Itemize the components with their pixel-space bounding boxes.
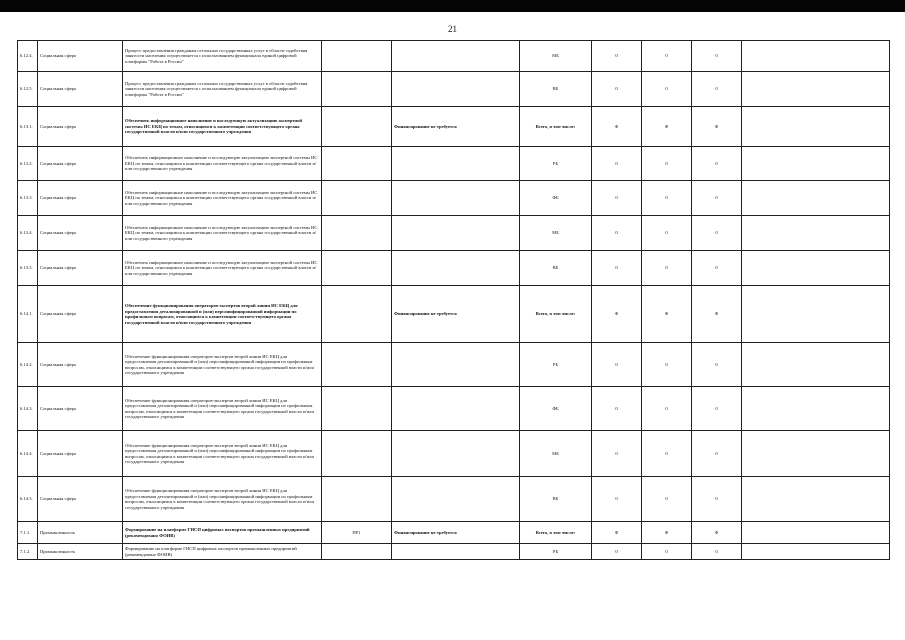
row-code: 6.12.4. bbox=[18, 41, 38, 72]
row-value-2: 0 bbox=[642, 431, 692, 477]
row-description: Обеспечение функционирования операторов-экспертов второй линии ИС ЕКЦ для предоставления детализированной и (или) персонифицированной информации по профильным вопросам, относящимся к компетенции соответствующего органа государственной власти и/или государственного учреждения bbox=[123, 431, 322, 477]
row-value-2: 0 bbox=[642, 544, 692, 560]
row-code: 6.12.5. bbox=[18, 72, 38, 107]
row-value-2: 0 bbox=[642, 251, 692, 286]
row-indicator bbox=[322, 286, 392, 343]
row-indicator bbox=[322, 251, 392, 286]
row-code: 6.13.2. bbox=[18, 147, 38, 181]
row-empty-cell bbox=[742, 216, 890, 251]
row-code: 6.14.3. bbox=[18, 387, 38, 431]
row-sphere: Социальная сфера bbox=[38, 251, 123, 286]
row-source: ВБ bbox=[520, 72, 592, 107]
row-financing bbox=[392, 72, 520, 107]
row-value-1: 0 bbox=[592, 431, 642, 477]
table-row bbox=[18, 251, 890, 286]
program-table bbox=[17, 40, 890, 560]
table-row bbox=[18, 477, 890, 522]
row-value-3: 0 bbox=[692, 286, 742, 343]
row-code: 6.14.4. bbox=[18, 431, 38, 477]
row-sphere: Социальная сфера bbox=[38, 181, 123, 216]
row-description: Обеспечение функционирования операторов-экспертов второй линии ИС ЕКЦ для предоставления детализированной и (или) персонифицированной информации по профильным вопросам, относящимся к компетенции соответствующего органа государственной власти и/или государственного учреждения bbox=[123, 387, 322, 431]
row-code: 6.14.2. bbox=[18, 343, 38, 387]
row-code: 6.13.1. bbox=[18, 107, 38, 147]
row-value-1: 0 bbox=[592, 544, 642, 560]
row-indicator bbox=[322, 544, 392, 560]
row-value-1: 0 bbox=[592, 522, 642, 544]
row-source: ВБ bbox=[520, 251, 592, 286]
row-value-2: 0 bbox=[642, 522, 692, 544]
row-description: Обеспечить информационное наполнение и последующую актуализацию экспертной системы ИС ЕКЦ по темам, относящимся к компетенции соответствующего органа государственной власти и/или государственного учреждения bbox=[123, 251, 322, 286]
row-value-1: 0 bbox=[592, 251, 642, 286]
row-indicator bbox=[322, 431, 392, 477]
row-code: 6.14.5. bbox=[18, 477, 38, 522]
row-indicator bbox=[322, 343, 392, 387]
row-source: ФБ bbox=[520, 387, 592, 431]
table-row bbox=[18, 387, 890, 431]
row-value-1: 0 bbox=[592, 477, 642, 522]
row-indicator: ПР1 bbox=[322, 522, 392, 544]
row-sphere: Социальная сфера bbox=[38, 107, 123, 147]
row-value-3: 0 bbox=[692, 147, 742, 181]
row-empty-cell bbox=[742, 72, 890, 107]
row-value-2: 0 bbox=[642, 181, 692, 216]
row-description: Обеспечение функционирования операторов-экспертов второй линии ИС ЕКЦ для предоставления детализированной и (или) персонифицированной информации по профильным вопросам, относящимся к компетенции соответствующего органа государственной власти и/или государственного учреждения bbox=[123, 477, 322, 522]
row-value-2: 0 bbox=[642, 216, 692, 251]
row-value-2: 0 bbox=[642, 107, 692, 147]
row-description: Обеспечить информационное наполнение и последующую актуализацию экспертной системы ИС ЕКЦ по темам, относящимся к компетенции соответствующего органа государственной власти и/или государственного учреждения bbox=[123, 216, 322, 251]
row-value-3: 0 bbox=[692, 477, 742, 522]
row-source: МБ bbox=[520, 216, 592, 251]
row-value-2: 0 bbox=[642, 343, 692, 387]
row-description: Обеспечить информационное наполнение и последующую актуализацию экспертной системы ИС ЕКЦ по темам, относящимся к компетенции соответствующего органа государственной власти и/или государственного учреждения bbox=[123, 181, 322, 216]
row-description: Процесс предоставления гражданам остальных государственных услуг в области содействия занятости населения осуществляется с использованием функционала единой цифровой платформы "Работа в России" bbox=[123, 41, 322, 72]
row-value-2: 0 bbox=[642, 72, 692, 107]
row-description: Формирование на платформе ГИСП цифровых паспортов промышленных предприятий (рекомендовано ФОИВ) bbox=[123, 544, 322, 560]
row-code: 7.1.1. bbox=[18, 522, 38, 544]
table-row bbox=[18, 544, 890, 560]
table-row bbox=[18, 41, 890, 72]
row-empty-cell bbox=[742, 107, 890, 147]
row-sphere: Промышленность bbox=[38, 522, 123, 544]
row-value-3: 0 bbox=[692, 107, 742, 147]
row-financing bbox=[392, 477, 520, 522]
row-empty-cell bbox=[742, 387, 890, 431]
row-sphere: Промышленность bbox=[38, 544, 123, 560]
row-sphere: Социальная сфера bbox=[38, 72, 123, 107]
row-source: РБ bbox=[520, 147, 592, 181]
row-source: Всего, в том числе: bbox=[520, 107, 592, 147]
row-financing bbox=[392, 251, 520, 286]
row-description: Обеспечение функционирования операторов-экспертов второй линии ИС ЕКЦ для предоставления детализированной и (или) персонифицированной информации по профильным вопросам, относящимся к компетенции соответствующего органа государственной власти и/или государственного учреждения bbox=[123, 343, 322, 387]
row-value-1: 0 bbox=[592, 147, 642, 181]
row-value-2: 0 bbox=[642, 387, 692, 431]
row-description: Обеспечить информационное наполнение и последующую актуализацию экспертной системы ИС ЕКЦ по темам, относящимся к компетенции соответствующего органа государственной власти и/или государственного учреждения bbox=[123, 107, 322, 147]
row-empty-cell bbox=[742, 286, 890, 343]
row-description: Процесс предоставления гражданам остальных государственных услуг в области содействия занятости населения осуществляется с использованием функционала единой цифровой платформы "Работа в России" bbox=[123, 72, 322, 107]
row-sphere: Социальная сфера bbox=[38, 216, 123, 251]
row-indicator bbox=[322, 147, 392, 181]
row-empty-cell bbox=[742, 477, 890, 522]
row-value-3: 0 bbox=[692, 343, 742, 387]
table-body bbox=[18, 41, 890, 560]
row-source: РБ bbox=[520, 343, 592, 387]
row-indicator bbox=[322, 477, 392, 522]
row-code: 7.1.2. bbox=[18, 544, 38, 560]
row-financing: Финансирование не требуется bbox=[392, 107, 520, 147]
row-value-2: 0 bbox=[642, 286, 692, 343]
row-code: 6.13.5. bbox=[18, 251, 38, 286]
row-financing bbox=[392, 343, 520, 387]
row-empty-cell bbox=[742, 181, 890, 216]
row-sphere: Социальная сфера bbox=[38, 41, 123, 72]
row-financing bbox=[392, 544, 520, 560]
row-code: 6.13.4. bbox=[18, 216, 38, 251]
row-source: Всего, в том числе: bbox=[520, 522, 592, 544]
row-financing bbox=[392, 147, 520, 181]
row-value-1: 0 bbox=[592, 107, 642, 147]
row-empty-cell bbox=[742, 343, 890, 387]
row-indicator bbox=[322, 72, 392, 107]
row-value-2: 0 bbox=[642, 41, 692, 72]
row-value-3: 0 bbox=[692, 216, 742, 251]
row-source: Всего, в том числе: bbox=[520, 286, 592, 343]
row-value-3: 0 bbox=[692, 544, 742, 560]
row-financing bbox=[392, 431, 520, 477]
row-source: МБ bbox=[520, 431, 592, 477]
row-value-2: 0 bbox=[642, 477, 692, 522]
row-value-3: 0 bbox=[692, 41, 742, 72]
row-empty-cell bbox=[742, 544, 890, 560]
row-value-2: 0 bbox=[642, 147, 692, 181]
row-sphere: Социальная сфера bbox=[38, 431, 123, 477]
table-row bbox=[18, 522, 890, 544]
row-empty-cell bbox=[742, 251, 890, 286]
row-value-1: 0 bbox=[592, 387, 642, 431]
row-indicator bbox=[322, 107, 392, 147]
row-empty-cell bbox=[742, 147, 890, 181]
row-empty-cell bbox=[742, 431, 890, 477]
table-row bbox=[18, 286, 890, 343]
row-sphere: Социальная сфера bbox=[38, 286, 123, 343]
row-source: МБ bbox=[520, 41, 592, 72]
row-indicator bbox=[322, 387, 392, 431]
row-financing bbox=[392, 181, 520, 216]
row-source: ВБ bbox=[520, 477, 592, 522]
row-financing bbox=[392, 387, 520, 431]
row-description: Формирование на платформе ГИСП цифровых паспортов промышленных предприятий (рекомендовано ФОИВ) bbox=[123, 522, 322, 544]
row-empty-cell bbox=[742, 41, 890, 72]
row-code: 6.14.1. bbox=[18, 286, 38, 343]
scan-top-border bbox=[0, 0, 905, 12]
table-row bbox=[18, 72, 890, 107]
table-row bbox=[18, 431, 890, 477]
table-row bbox=[18, 181, 890, 216]
row-value-1: 0 bbox=[592, 181, 642, 216]
row-indicator bbox=[322, 41, 392, 72]
row-sphere: Социальная сфера bbox=[38, 343, 123, 387]
row-description: Обеспечение функционирования операторов-экспертов второй линии ИС ЕКЦ для предоставления детализированной и (или) персонифицированной информации по профильным вопросам, относящимся к компетенции соответствующего органа государственной власти и/или государственного учреждения bbox=[123, 286, 322, 343]
row-value-3: 0 bbox=[692, 72, 742, 107]
row-value-3: 0 bbox=[692, 251, 742, 286]
row-value-1: 0 bbox=[592, 72, 642, 107]
row-value-3: 0 bbox=[692, 181, 742, 216]
row-indicator bbox=[322, 216, 392, 251]
row-sphere: Социальная сфера bbox=[38, 477, 123, 522]
row-financing: Финансирование не требуется bbox=[392, 522, 520, 544]
row-value-1: 0 bbox=[592, 41, 642, 72]
table-row bbox=[18, 147, 890, 181]
row-financing bbox=[392, 41, 520, 72]
row-value-3: 0 bbox=[692, 431, 742, 477]
row-financing bbox=[392, 216, 520, 251]
row-source: ФБ bbox=[520, 181, 592, 216]
row-value-3: 0 bbox=[692, 387, 742, 431]
row-empty-cell bbox=[742, 522, 890, 544]
row-value-1: 0 bbox=[592, 343, 642, 387]
page-number: 21 bbox=[448, 24, 457, 34]
row-description: Обеспечить информационное наполнение и последующую актуализацию экспертной системы ИС ЕКЦ по темам, относящимся к компетенции соответствующего органа государственной власти и/или государственного учреждения bbox=[123, 147, 322, 181]
row-code: 6.13.3. bbox=[18, 181, 38, 216]
table-row bbox=[18, 343, 890, 387]
table-row bbox=[18, 216, 890, 251]
row-financing: Финансирование не требуется bbox=[392, 286, 520, 343]
row-value-1: 0 bbox=[592, 286, 642, 343]
row-sphere: Социальная сфера bbox=[38, 147, 123, 181]
row-value-3: 0 bbox=[692, 522, 742, 544]
row-source: РБ bbox=[520, 544, 592, 560]
row-indicator bbox=[322, 181, 392, 216]
table-row bbox=[18, 107, 890, 147]
row-sphere: Социальная сфера bbox=[38, 387, 123, 431]
row-value-1: 0 bbox=[592, 216, 642, 251]
